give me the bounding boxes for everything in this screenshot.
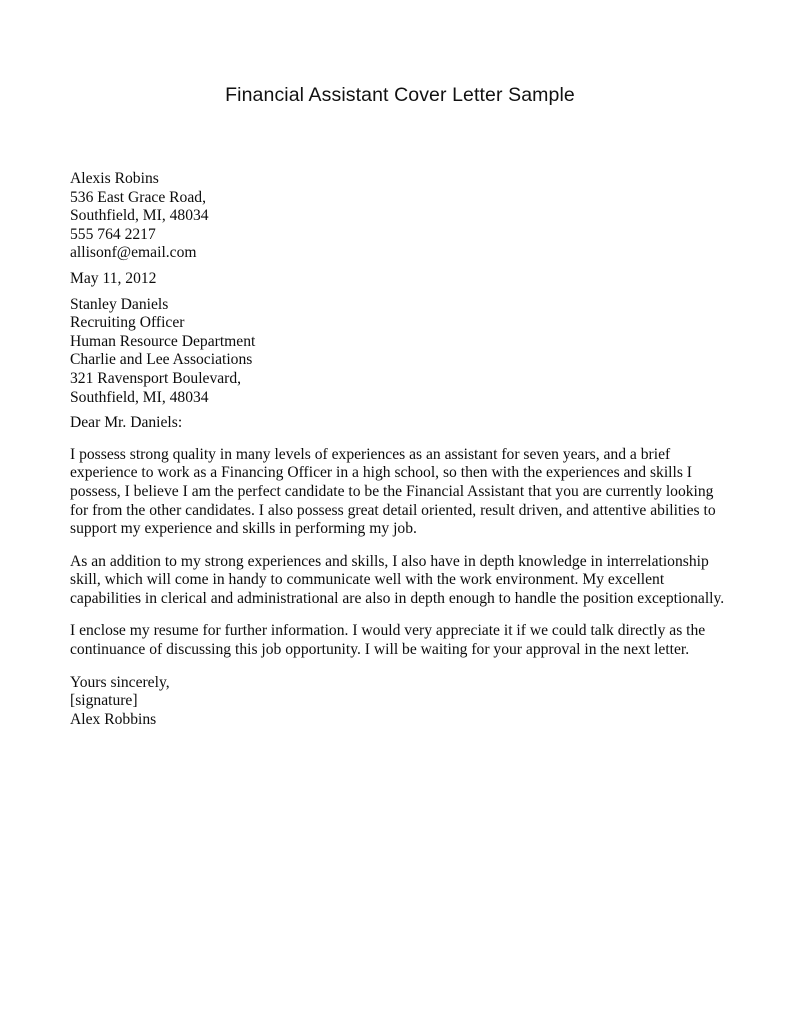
- salutation-block: [70, 414, 732, 433]
- sender-email: allisonf@email.com: [70, 244, 197, 262]
- body-paragraph-1-text: I possess strong quality in many levels of experiences as an assistant for seven years, and a brief experience to work as a Financing Officer in a high school, so then with the experiences and skills I possess, I believe I am the perfect candidate to be the Financial Assistant that you are currently looking for from the other candidates. I also possess great detail oriented, result driven, and attentive abilities to support my experience and skills in performing my job.: [70, 445, 716, 538]
- closing-block: [70, 674, 732, 730]
- page-title: Financial Assistant Cover Letter Sample: [225, 84, 575, 106]
- recipient-name: Stanley Daniels: [70, 295, 169, 313]
- sender-street: 536 East Grace Road,: [70, 188, 206, 206]
- recipient-department: Human Resource Department: [70, 332, 256, 350]
- recipient-street: 321 Ravensport Boulevard,: [70, 369, 242, 387]
- signature-placeholder: [signature]: [70, 692, 138, 710]
- body-paragraph-2: [70, 553, 732, 609]
- recipient-company: Charlie and Lee Associations: [70, 351, 253, 369]
- closing-valediction: Yours sincerely,: [70, 673, 170, 691]
- sender-address-block: [70, 170, 732, 263]
- body-paragraph-2-text: As an addition to my strong experiences and skills, I also have in depth knowledge in interrelationship skill, which will come in handy to communicate well with the work environment. My excellent capabilities in clerical and administrational are also in depth enough to handle the position exceptionally.: [70, 552, 725, 607]
- sender-city-state-zip: Southfield, MI, 48034: [70, 207, 209, 225]
- letter-date-block: [70, 270, 732, 289]
- recipient-address-block: [70, 296, 732, 408]
- signer-name: Alex Robbins: [70, 710, 157, 728]
- sender-phone: 555 764 2217: [70, 225, 156, 243]
- recipient-job-title: Recruiting Officer: [70, 314, 185, 332]
- letter-date: May 11, 2012: [70, 269, 157, 287]
- body-paragraph-1: [70, 446, 732, 539]
- letter-content: [70, 170, 732, 729]
- recipient-city-state-zip: Southfield, MI, 48034: [70, 388, 209, 406]
- salutation: Dear Mr. Daniels:: [70, 414, 183, 432]
- body-paragraph-3-text: I enclose my resume for further information. I would very appreciate it if we could talk directly as the continuance of discussing this job opportunity. I will be waiting for your approval in the next letter.: [70, 622, 706, 659]
- body-paragraph-3: [70, 622, 732, 659]
- sender-name: Alexis Robins: [70, 170, 159, 187]
